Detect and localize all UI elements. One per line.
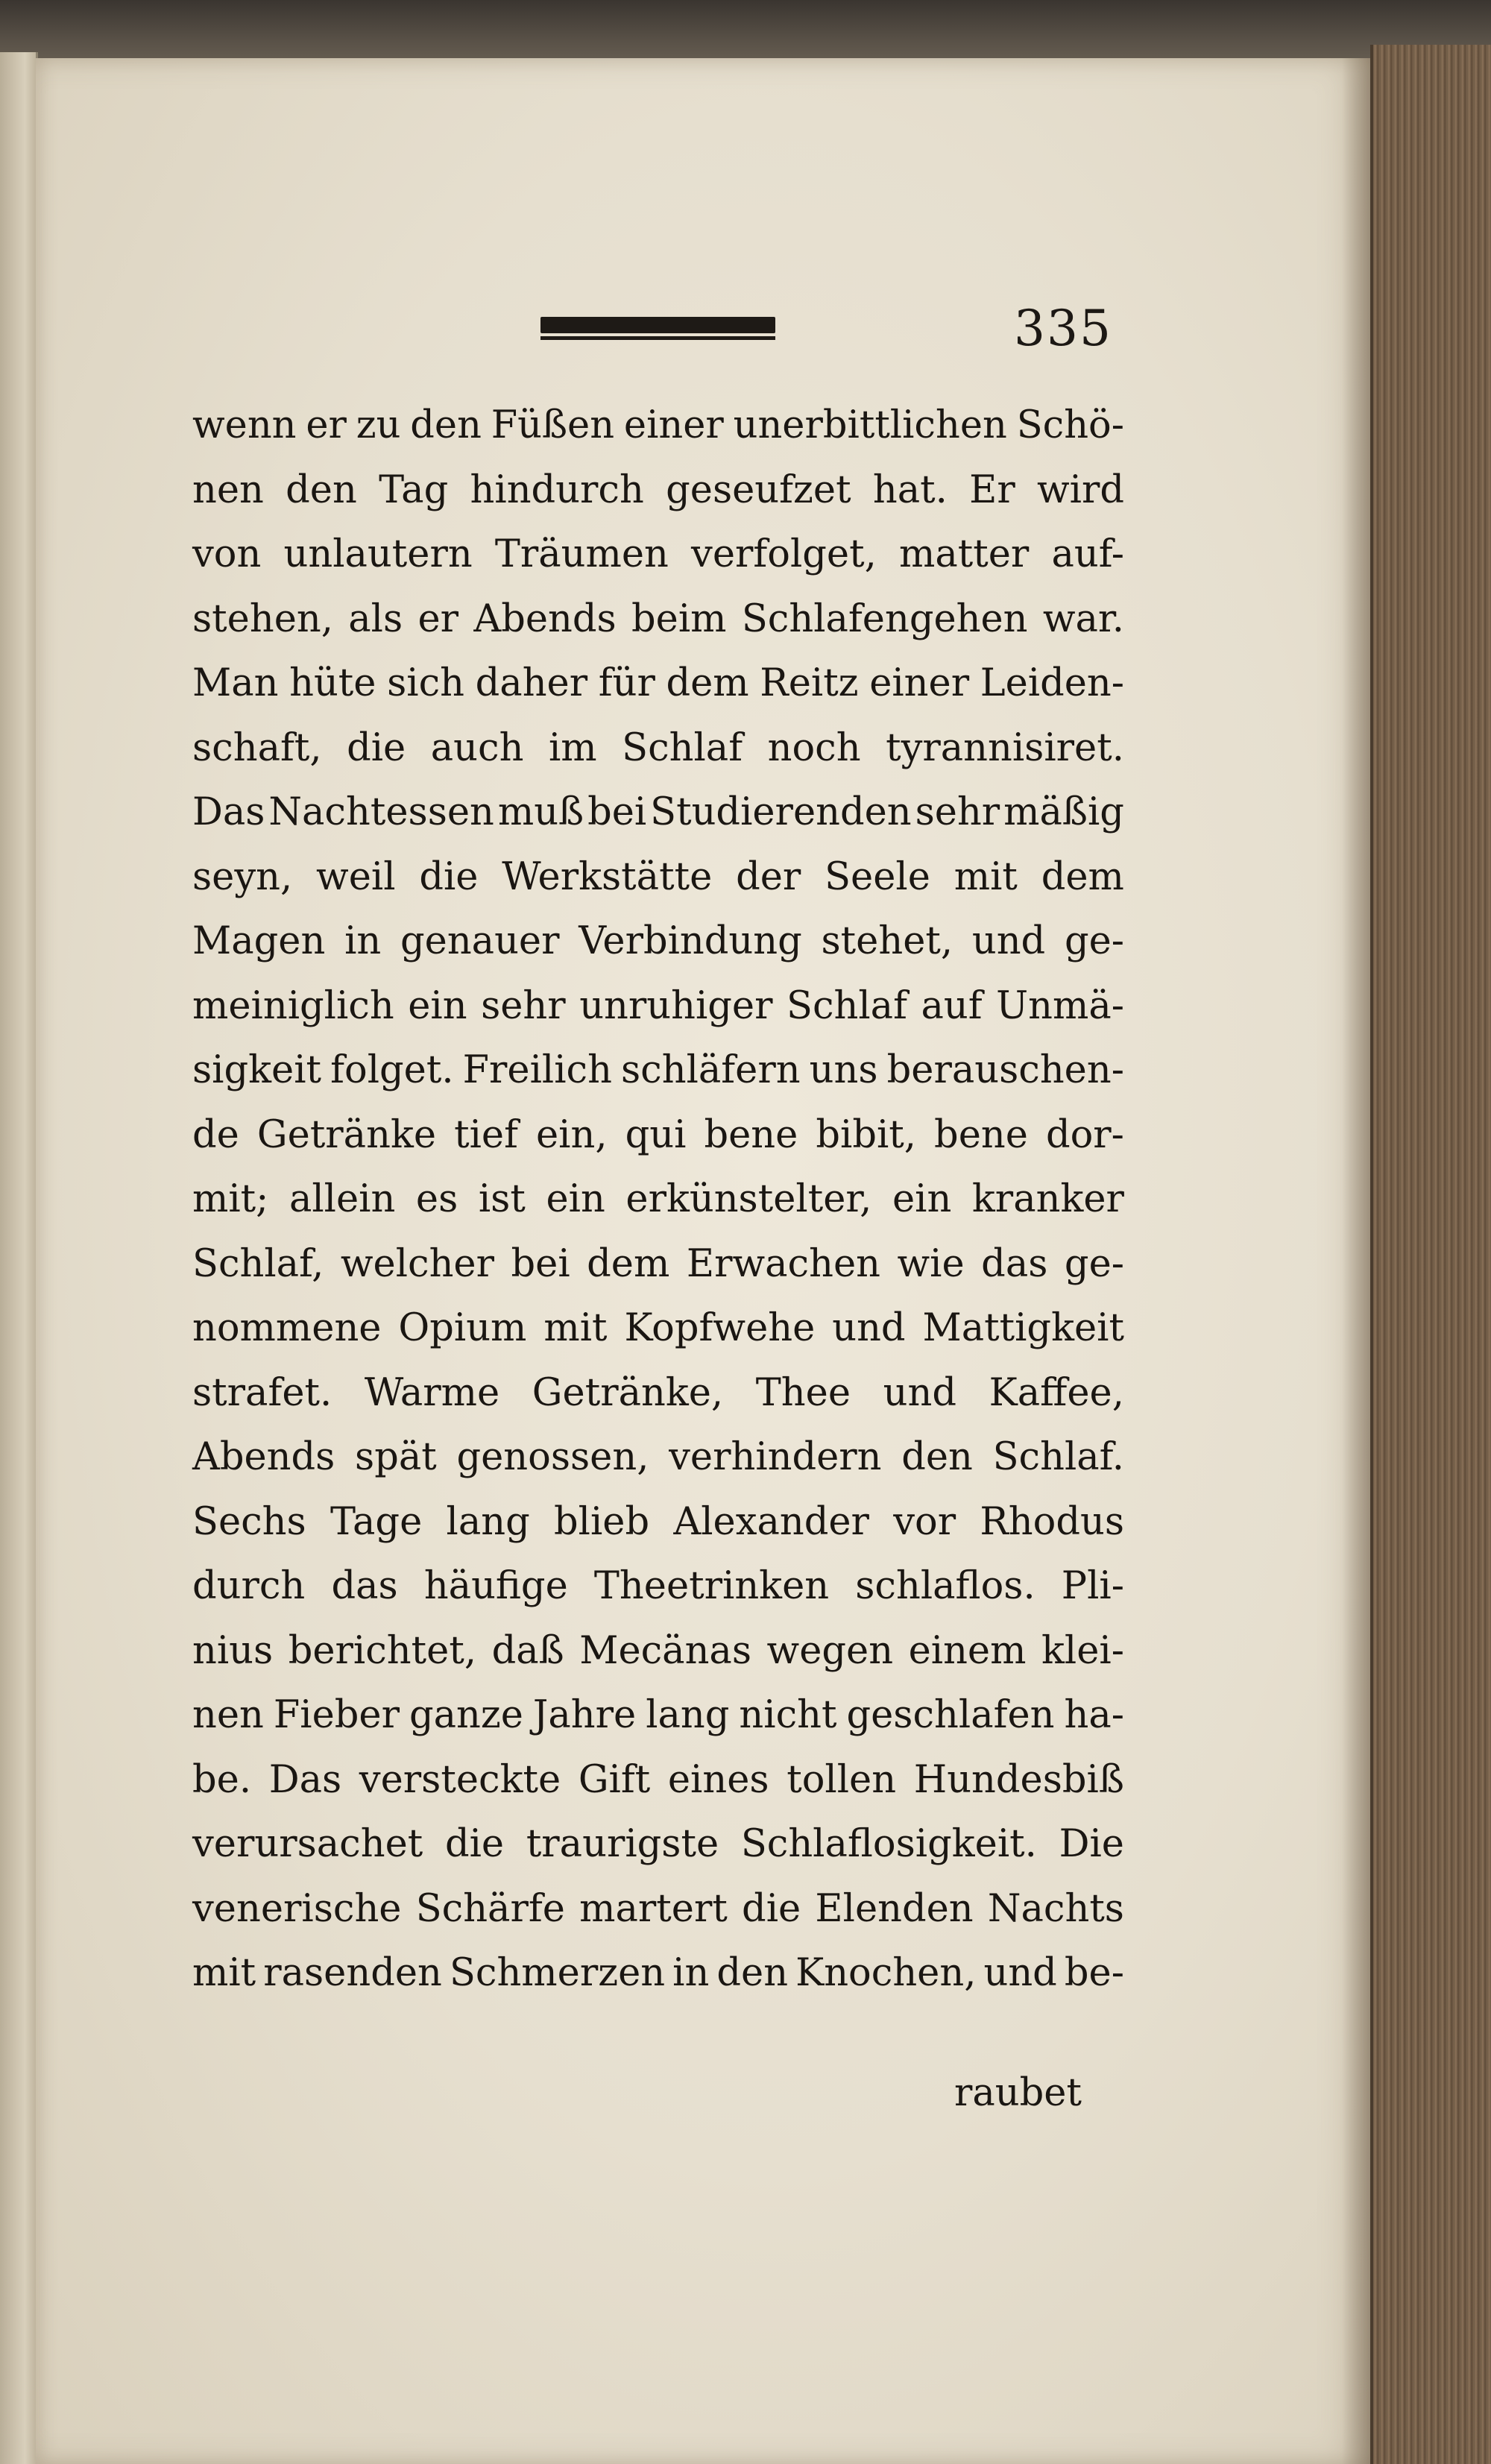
text-line: Abends spät genossen, verhindern den Schlaf. <box>192 1435 1124 1479</box>
text-line: Man hüte sich daher für dem Reitz einer Leiden- <box>192 661 1124 705</box>
text-line: meiniglich ein sehr unruhiger Schlaf auf Unmä- <box>192 983 1124 1028</box>
page-shadow <box>1342 58 1372 2464</box>
text-line: durch das häufige Theetrinken schlaflos. Pli- <box>192 1564 1124 1608</box>
text-line: von unlautern Träumen verfolget, matter auf- <box>192 532 1124 576</box>
catchword: raubet <box>954 2071 1082 2115</box>
left-page-edge <box>0 52 38 2464</box>
text-line: sigkeit folget. Freilich schläfern uns berauschen- <box>192 1048 1124 1092</box>
text-line: Sechs Tage lang blieb Alexander vor Rhodus <box>192 1499 1124 1544</box>
text-line: Schlaf, welcher bei dem Erwachen wie das ge- <box>192 1241 1124 1286</box>
text-line: Das Nachtessen muß bei Studierenden sehr mäßig <box>192 790 1124 834</box>
page-block-edge <box>1370 45 1491 2464</box>
text-line: seyn, weil die Werkstätte der Seele mit dem <box>192 854 1124 899</box>
text-line: be. Das versteckte Gift eines tollen Hundesbiß <box>192 1757 1124 1802</box>
text-line: verursachet die traurigste Schlaflosigkeit. Die <box>192 1822 1124 1866</box>
text-line: wenn er zu den Füßen einer unerbittlichen Schö- <box>192 403 1124 447</box>
text-line: nommene Opium mit Kopfwehe und Mattigkeit <box>192 1306 1124 1350</box>
text-line: de Getränke tief ein, qui bene bibit, bene dor- <box>192 1112 1124 1157</box>
text-line: venerische Schärfe martert die Elenden Nachts <box>192 1886 1124 1931</box>
text-line: nius berichtet, daß Mecänas wegen einem klei- <box>192 1628 1124 1673</box>
text-line: stehen, als er Abends beim Schlafengehen war. <box>192 596 1124 641</box>
text-line: Magen in genauer Verbindung stehet, und ge- <box>192 919 1124 963</box>
text-line: mit; allein es ist ein erkünstelter, ein kranker <box>192 1177 1124 1221</box>
text-line: schaft, die auch im Schlaf noch tyrannisiret. <box>192 725 1124 770</box>
body-text <box>192 394 1124 2006</box>
text-line: mit rasenden Schmerzen in den Knochen, und be- <box>192 1951 1124 1995</box>
text-line: nen den Tag hindurch geseufzet hat. Er wird <box>192 467 1124 512</box>
text-line: nen Fieber ganze Jahre lang nicht geschlafen ha- <box>192 1693 1124 1737</box>
text-line: strafet. Warme Getränke, Thee und Kaffee, <box>192 1370 1124 1415</box>
page-number: 335 <box>1014 300 1112 357</box>
header-rule <box>540 317 775 333</box>
